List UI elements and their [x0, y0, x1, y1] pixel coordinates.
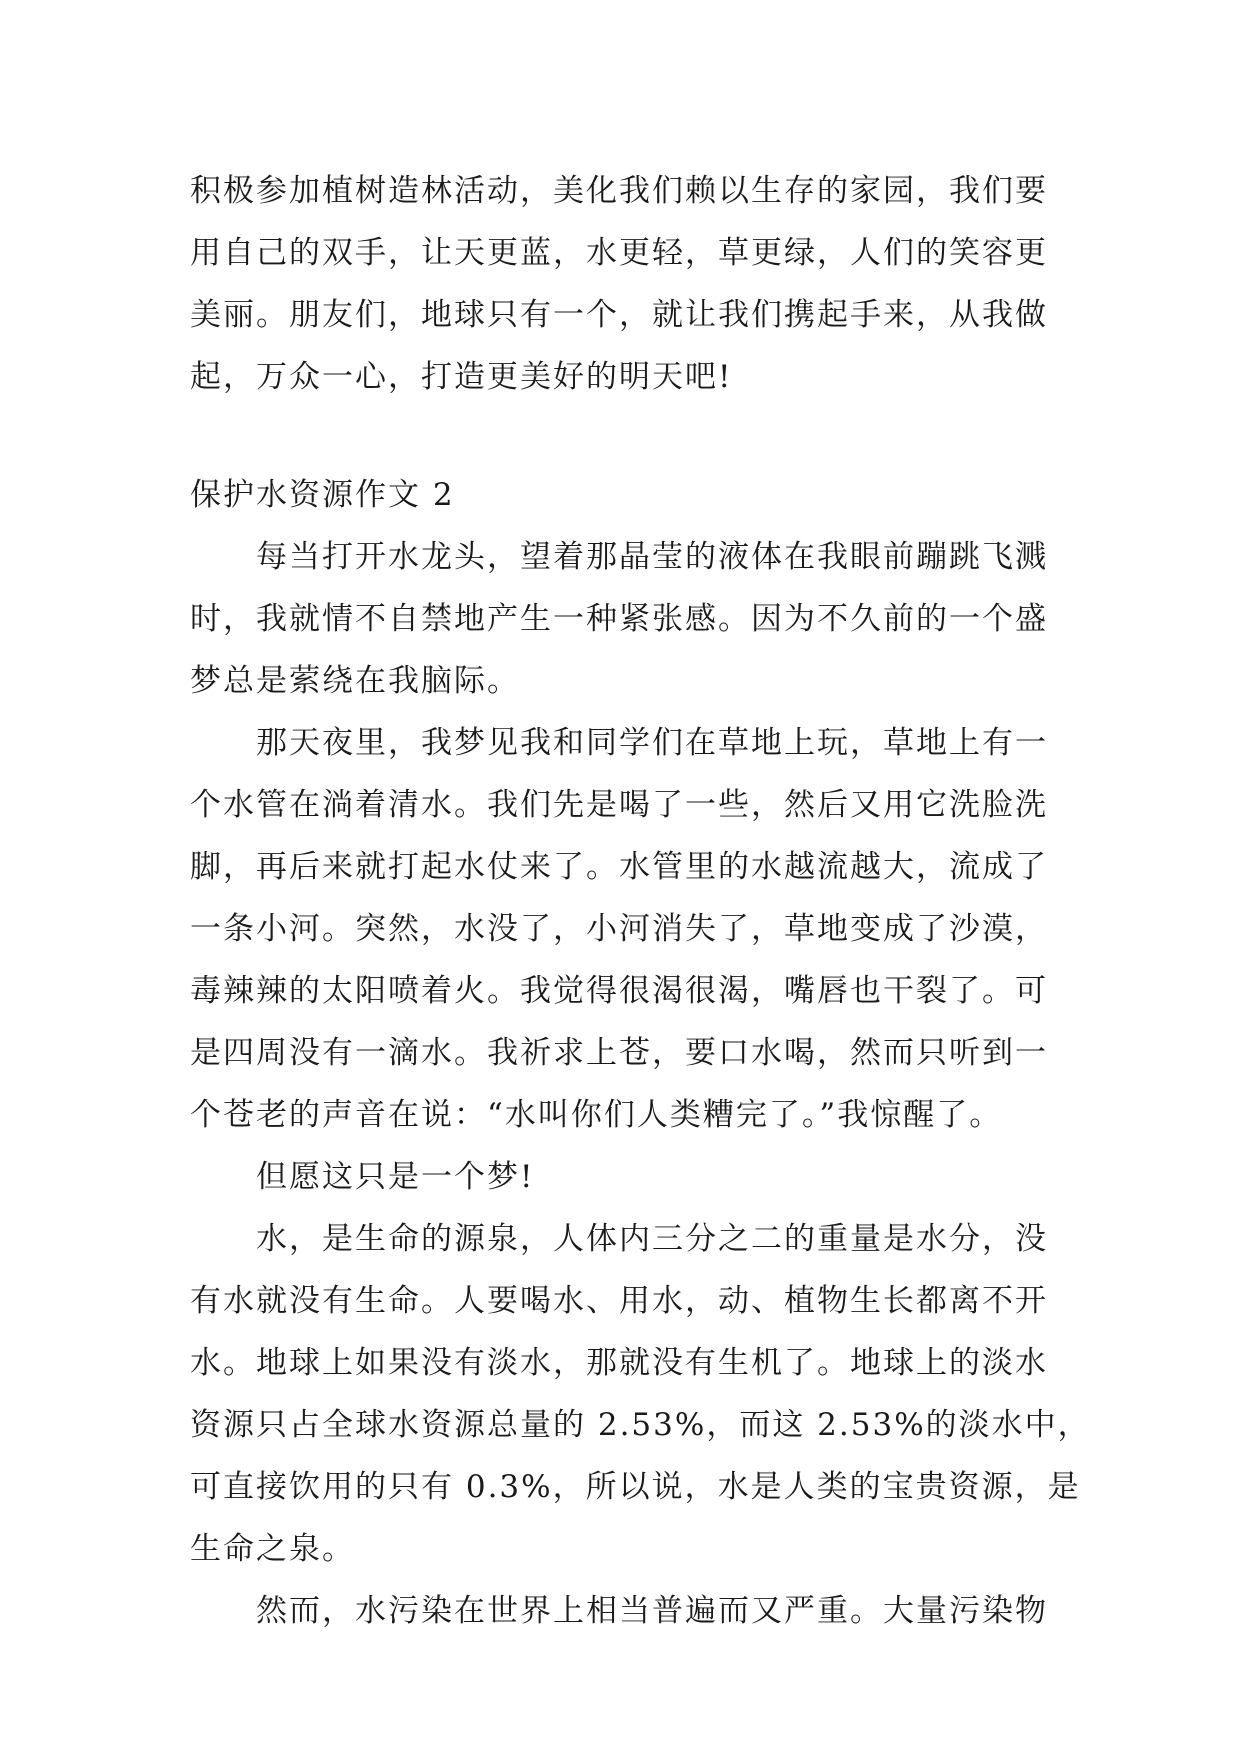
text-line: 起，万众一心，打造更美好的明天吧!	[190, 359, 733, 395]
text-line: 个苍老的声音在说：“水叫你们人类糟完了。”我惊醒了。	[190, 1097, 1003, 1133]
text-line: 一条小河。突然，水没了，小河消失了，草地变成了沙漠，	[190, 911, 1048, 947]
paragraph-5	[190, 1580, 1050, 1642]
document-body	[190, 160, 1091, 1642]
paragraph-3	[190, 1146, 1050, 1208]
paragraph-1	[190, 526, 1050, 712]
text-line: 毒辣辣的太阳喷着火。我觉得很渴很渴，嘴唇也干裂了。可	[190, 973, 1048, 1009]
paragraph-4	[190, 1208, 1091, 1580]
section-gap	[190, 408, 1050, 464]
text-line: 但愿这只是一个梦!	[256, 1159, 535, 1195]
text-line: 可直接饮用的只有 0.3%，所以说，水是人类的宝贵资源，是	[190, 1469, 1081, 1505]
text-line: 每当打开水龙头，望着那晶莹的液体在我眼前蹦跳飞溅	[256, 539, 1048, 575]
text-line: 有水就没有生命。人要喝水、用水，动、植物生长都离不开	[190, 1283, 1048, 1319]
text-line: 梦总是萦绕在我脑际。	[190, 663, 520, 699]
text-line: 用自己的双手，让天更蓝，水更轻，草更绿，人们的笑容更	[190, 235, 1048, 271]
paragraph-2	[190, 712, 1050, 1146]
text-line: 资源只占全球水资源总量的 2.53%，而这 2.53%的淡水中，	[190, 1407, 1091, 1443]
text-line: 时，我就情不自禁地产生一种紧张感。因为不久前的一个盛	[190, 601, 1048, 637]
section-title: 保护水资源作文 2	[190, 477, 455, 513]
text-line: 积极参加植树造林活动，美化我们赖以生存的家园，我们要	[190, 173, 1048, 209]
text-line: 美丽。朋友们，地球只有一个，就让我们携起手来，从我做	[190, 297, 1048, 333]
text-line: 然而，水污染在世界上相当普遍而又严重。大量污染物	[256, 1593, 1048, 1629]
text-line: 水，是生命的源泉，人体内三分之二的重量是水分，没	[256, 1221, 1048, 1257]
text-line: 生命之泉。	[190, 1531, 355, 1567]
text-line: 水。地球上如果没有淡水，那就没有生机了。地球上的淡水	[190, 1345, 1048, 1381]
text-line: 脚，再后来就打起水仗来了。水管里的水越流越大，流成了	[190, 849, 1048, 885]
paragraph-top	[190, 160, 1050, 408]
text-line: 是四周没有一滴水。我祈求上苍，要口水喝，然而只听到一	[190, 1035, 1048, 1071]
text-line: 那天夜里，我梦见我和同学们在草地上玩，草地上有一	[256, 725, 1048, 761]
text-line: 个水管在淌着清水。我们先是喝了一些，然后又用它洗脸洗	[190, 787, 1048, 823]
